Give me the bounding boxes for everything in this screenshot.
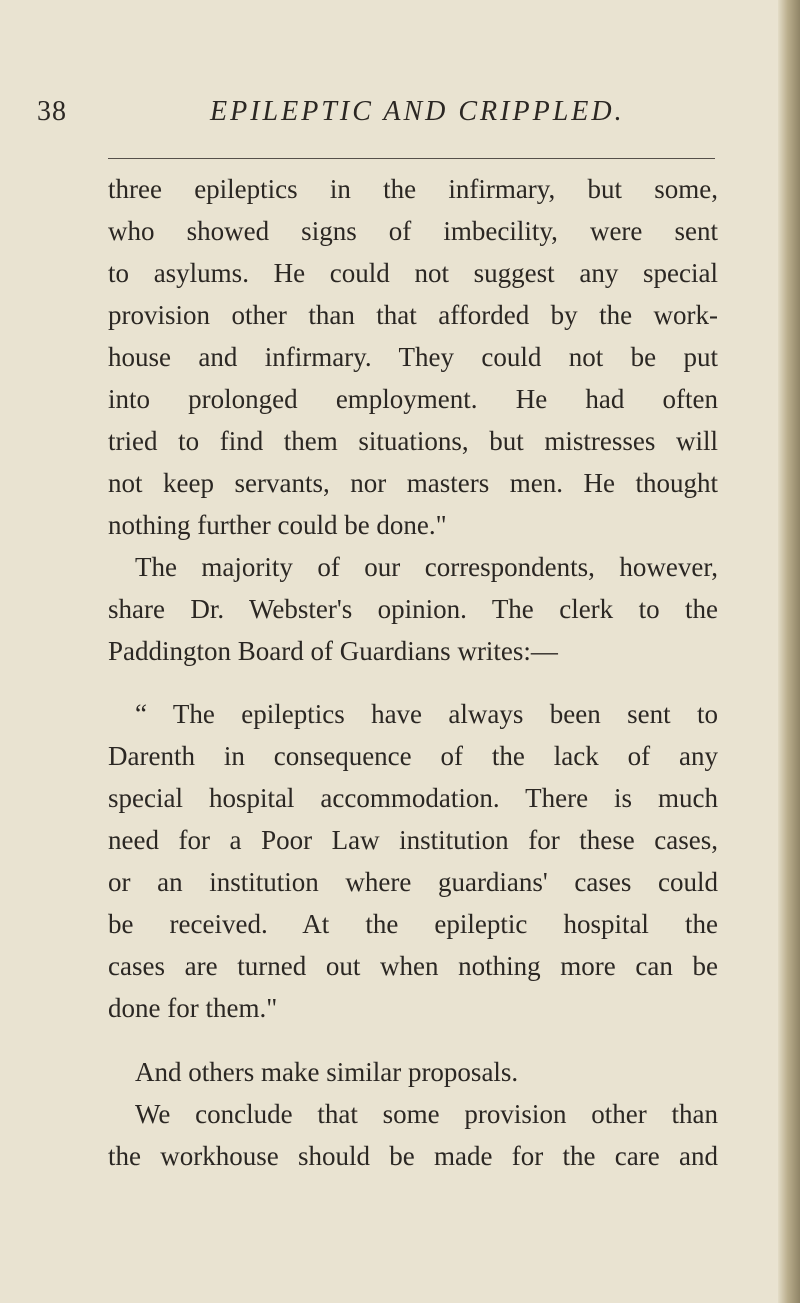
text-line: be received. At the epileptic hospital the [108,909,718,939]
body-text [108,168,718,1177]
page-header [0,96,800,140]
text-line: the workhouse should be made for the care and [108,1141,718,1171]
paragraph-2 [108,546,718,672]
paragraph-3 [108,1051,718,1093]
text-line: share Dr. Webster's opinion. The clerk to the [108,594,718,624]
header-rule [108,158,715,159]
text-line: We conclude that some provision other than [135,1099,718,1129]
paragraph-spacer [108,672,718,693]
text-line: or an institution where guardians' cases could [108,867,718,897]
text-line: house and infirmary. They could not be put [108,342,718,372]
text-line: nothing further could be done." [108,510,447,540]
text-line: And others make similar proposals. [135,1057,519,1087]
page-edge-shadow [778,0,800,1303]
text-line: “ The epileptics have always been sent to [135,699,718,729]
text-line: Darenth in consequence of the lack of any [108,741,718,771]
text-line: into prolonged employment. He had often [108,384,718,414]
text-line: provision other than that afforded by the work- [108,300,718,330]
text-line: need for a Poor Law institution for these cases, [108,825,718,855]
text-line: to asylums. He could not suggest any special [108,258,718,288]
text-line: tried to find them situations, but mistresses will [108,426,718,456]
text-line: three epileptics in the infirmary, but some, [108,174,718,204]
quotation [108,693,718,1029]
running-title: EPILEPTIC AND CRIPPLED. [210,96,625,127]
text-line: cases are turned out when nothing more can be [108,951,718,981]
page-number: 38 [37,96,67,127]
text-line: done for them." [108,993,278,1023]
paragraph-4 [108,1093,718,1177]
text-line: not keep servants, nor masters men. He thought [108,468,718,498]
text-line: The majority of our correspondents, however, [135,552,718,582]
paragraph-spacer [108,1029,718,1051]
text-line: special hospital accommodation. There is much [108,783,718,813]
text-line: who showed signs of imbecility, were sent [108,216,718,246]
text-line: Paddington Board of Guardians writes:— [108,636,558,666]
paragraph-1 [108,168,718,546]
